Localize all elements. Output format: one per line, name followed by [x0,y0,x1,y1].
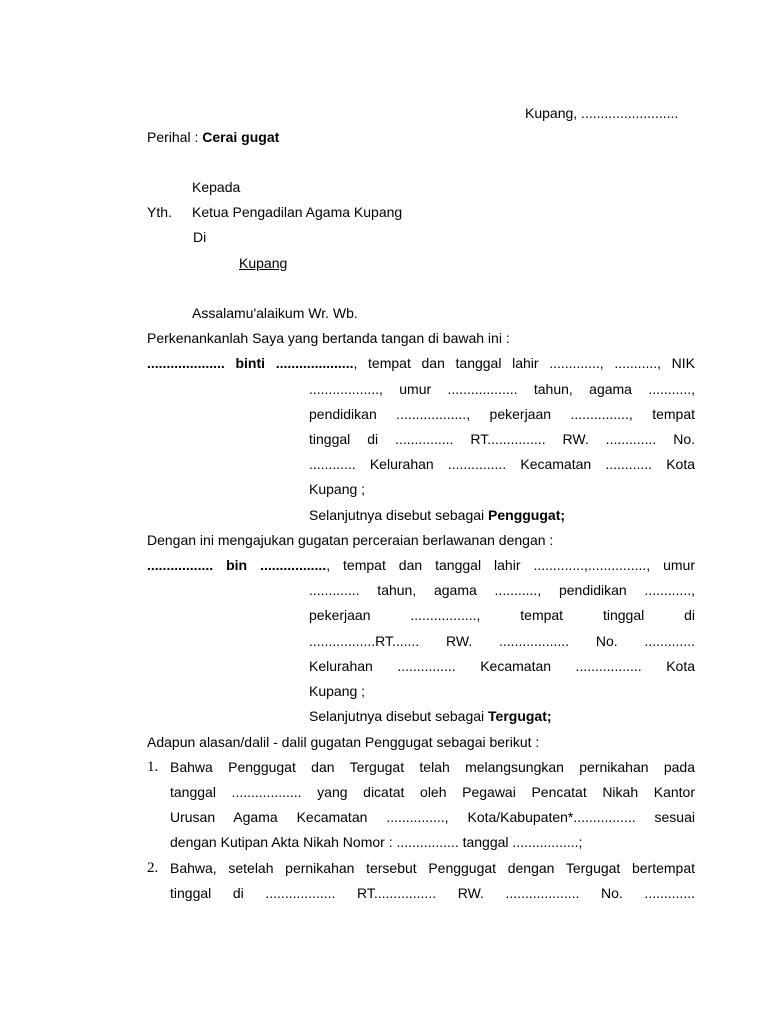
plaintiff-role: Selanjutnya disebut sebagai Penggugat; [309,507,566,523]
defendant-line-3-text: pekerjaan ................., tempat tinggal di [309,607,695,623]
plaintiff-line-4: tinggal di ............... RT............... RW. ............. No. [309,431,695,447]
reason-1-line-2: tanggal .................. yang dicatat oleh Pegawai Pencatat Nikah Kantor [170,784,695,800]
place-date: Kupang, ......................... [525,105,679,121]
plaintiff-line-3: pendidikan .................., pekerjaan ..............., tempat [309,406,695,422]
kepada-label: Kepada [192,179,241,195]
defendant-line-6: Kupang ; [309,683,366,699]
reasons-intro: Adapun alasan/dalil - dalil gugatan Penggugat sebagai berikut : [147,734,540,750]
defendant-role: Selanjutnya disebut sebagai Tergugat; [309,708,552,724]
plaintiff-line-5: ............ Kelurahan ............... Kecamatan ............ Kota [309,456,695,472]
reason-1-line-4: dengan Kutipan Akta Nikah Nomor : ................ tanggal .................; [170,834,583,850]
subject-value: Cerai gugat [202,129,280,145]
reason-2-number: 2. [147,860,159,876]
plaintiff-line-2: .................., umur .................. tahun, agama ..........., [309,381,695,397]
di-label: Di [193,229,207,245]
recipient-name: Ketua Pengadilan Agama Kupang [192,204,403,220]
recipient-city: Kupang [239,255,288,271]
lawsuit-intro: Dengan ini mengajukan gugatan perceraian berlawanan dengan : [147,532,554,548]
defendant-line-3 [309,607,695,624]
reason-1-number: 1. [147,759,159,775]
reason-1-line-1: Bahwa Penggugat dan Tergugat telah melangsungkan pernikahan pada [170,759,695,775]
defendant-line-1: ................. bin ................., tempat dan tanggal lahir .............,..............., umur [147,557,696,573]
reason-1-line-3: Urusan Agama Kecamatan ..............., Kota/Kabupaten*................ sesuai [170,809,695,825]
yth-label: Yth. [147,204,172,220]
plaintiff-line-1: .................... binti ...................., tempat dan tanggal lahir ............., ..........., NIK [147,355,696,371]
salam: Assalamu'alaikum Wr. Wb. [192,305,358,321]
reason-2-line-1: Bahwa, setelah pernikahan tersebut Penggugat dengan Tergugat bertempat [170,860,695,876]
defendant-line-2: ............. tahun, agama ..........., pendidikan ............, [309,582,695,598]
reason-2-line-2: tinggal di .................. RT................ RW. ................... No. ............. [170,885,695,901]
defendant-line-4: .................RT....... RW. .................. No. ............. [309,633,695,649]
plaintiff-line-6: Kupang ; [309,481,366,497]
subject-line [147,129,279,146]
defendant-line-5: Kelurahan ............... Kecamatan ................. Kota [309,658,695,674]
subject-label: Perihal : [147,129,203,145]
intro-text: Perkenankanlah Saya yang bertanda tangan di bawah ini : [147,330,510,346]
